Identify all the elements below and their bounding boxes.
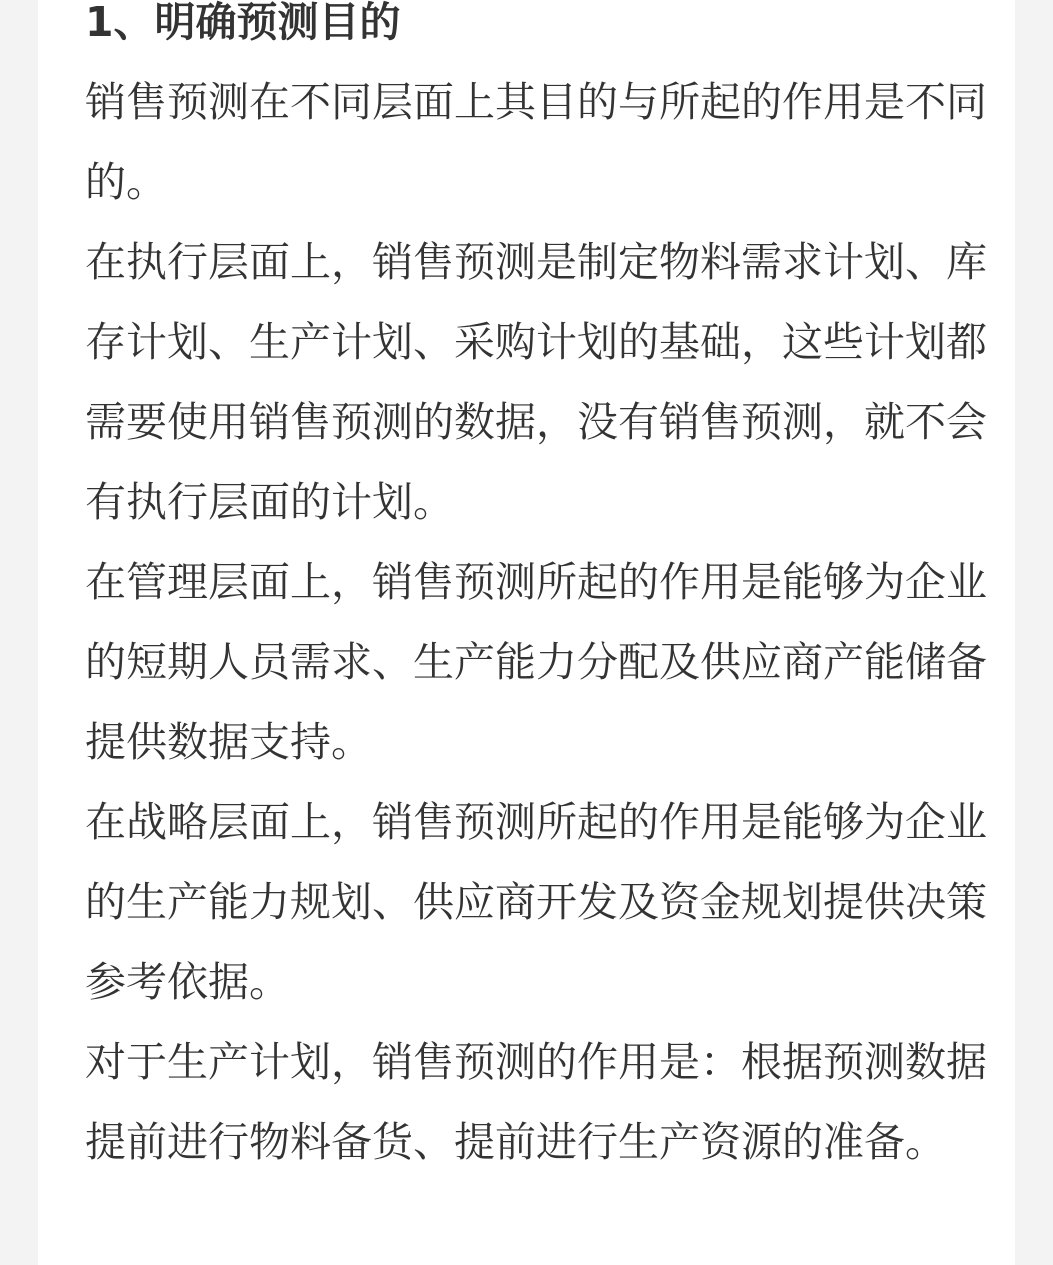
section-heading: 1、明确预测目的 (85, 0, 401, 46)
paragraph-purpose-intro: 销售预测在不同层面上其目的与所起的作用是不同的。 (85, 78, 987, 206)
paragraph-execution-level: 在执行层面上，销售预测是制定物料需求计划、库存计划、生产计划、采购计划的基础，这些计划都需要使用销售预测的数据，没有销售预测，就不会有执行层面的计划。 (85, 238, 987, 526)
paragraph-strategy-level: 在战略层面上，销售预测所起的作用是能够为企业的生产能力规划、供应商开发及资金规划提供决策参考依据。 (85, 798, 987, 1006)
article-content (85, 0, 990, 1182)
paragraph-production-plan: 对于生产计划，销售预测的作用是：根据预测数据提前进行物料备货、提前进行生产资源的准备。 (85, 1038, 987, 1166)
article-page (38, 0, 1015, 1265)
paragraph-management-level: 在管理层面上，销售预测所起的作用是能够为企业的短期人员需求、生产能力分配及供应商产能储备提供数据支持。 (85, 558, 987, 766)
